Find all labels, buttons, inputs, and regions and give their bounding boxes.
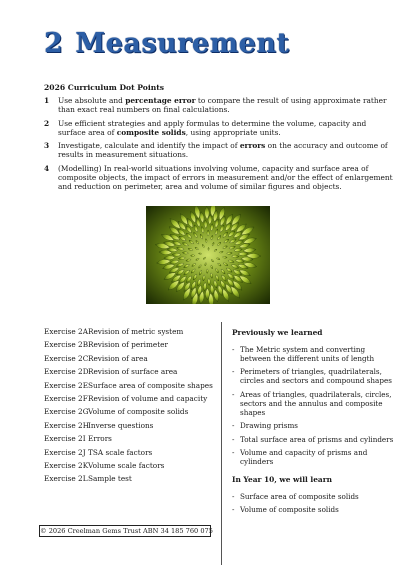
- exercise-list: [44, 327, 214, 488]
- previously-item: - The Metric system and converting between the different units of length: [232, 345, 375, 364]
- exercise-row[interactable]: [44, 407, 214, 420]
- copyright-footer: © 2026 Creelman Gems Trust ABN 34 185 760 075: [40, 527, 213, 535]
- dash-bullet: -: [232, 434, 235, 444]
- dot-point: [44, 141, 396, 160]
- year10-item: - Volume of composite solids: [232, 505, 339, 515]
- curriculum-dot-points: [44, 96, 396, 196]
- exercise-row[interactable]: [44, 394, 214, 407]
- exercise-row[interactable]: [44, 354, 214, 367]
- exercise-row[interactable]: [44, 327, 214, 340]
- spiral-succulent-image: [146, 206, 270, 304]
- exercise-name: Surface area of composite shapes: [88, 380, 213, 390]
- dash-bullet: -: [232, 389, 235, 399]
- exercise-name: Inverse questions: [88, 420, 154, 430]
- exercise-code: Exercise 2L: [44, 474, 88, 484]
- exercise-name: Sample test: [88, 474, 132, 484]
- previously-item: - Drawing prisms: [232, 421, 298, 431]
- chapter-number: 2: [44, 28, 64, 59]
- exercise-name: Revision of area: [88, 353, 148, 363]
- spiral-succulent-photo: [146, 206, 270, 304]
- exercise-code: Exercise 2D: [44, 367, 89, 377]
- chapter-name: Measurement: [75, 28, 290, 59]
- dash-bullet: -: [232, 367, 235, 377]
- exercise-code: Exercise 2C: [44, 353, 89, 363]
- exercise-row[interactable]: [44, 367, 214, 380]
- exercise-row[interactable]: [44, 340, 214, 353]
- exercise-row[interactable]: [44, 434, 214, 447]
- exercise-row[interactable]: [44, 461, 214, 474]
- learning-summary: [232, 328, 398, 519]
- exercise-row[interactable]: [44, 448, 214, 461]
- dash-bullet: -: [232, 491, 235, 501]
- dot-point: [44, 164, 396, 192]
- year10-heading: In Year 10, we will learn: [232, 474, 332, 484]
- dash-bullet: -: [232, 447, 235, 457]
- exercise-code: Exercise 2B: [44, 340, 89, 350]
- exercise-code: Exercise 2A: [44, 327, 88, 336]
- chapter-title: [44, 28, 289, 59]
- column-divider: [221, 322, 222, 565]
- exercise-name: Revision of surface area: [88, 367, 178, 377]
- exercise-code: Exercise 2F: [44, 393, 88, 403]
- dash-bullet: -: [232, 505, 235, 515]
- previously-item: - Total surface area of prisms and cylinders: [232, 434, 394, 444]
- dot-point-text: Investigate, calculate and identify the impact of errors on the accuracy and outcome of results in measurement situations.: [58, 141, 388, 160]
- exercise-row[interactable]: [44, 381, 214, 394]
- dot-point: [44, 119, 396, 138]
- dot-point-text: Use absolute and percentage error to compare the result of using approximate rather than exact real numbers on final calculations.: [58, 96, 387, 115]
- exercise-row[interactable]: [44, 421, 214, 434]
- dash-bullet: -: [232, 345, 235, 354]
- dash-bullet: -: [232, 421, 235, 431]
- exercise-code: Exercise 2K: [44, 460, 89, 470]
- exercise-code: Exercise 2H: [44, 420, 90, 430]
- dot-point-text: (Modelling) In real-world situations involving volume, capacity and surface area of composite objects, the impact of errors in measurement and/or the effect of enlargement and reduction on perimeter, area and volume of similar figures and objects.: [58, 163, 393, 192]
- previously-item: - Perimeters of triangles, quadrilaterals, circles and sectors and compound shapes: [232, 367, 392, 386]
- exercise-code: Exercise 2I: [44, 434, 86, 444]
- exercise-name: Errors: [88, 434, 112, 444]
- dot-point-number: 2: [44, 118, 50, 128]
- previously-item: - Areas of triangles, quadrilaterals, circles, sectors and the annulus and composite shapes: [232, 389, 392, 417]
- exercise-name: Revision of volume and capacity: [88, 393, 208, 403]
- exercise-code: Exercise 2G: [44, 407, 89, 417]
- dot-point-number: 4: [44, 163, 50, 173]
- dot-point-number: 1: [44, 96, 50, 105]
- exercise-code: Exercise 2J: [44, 447, 86, 457]
- year10-item: - Surface area of composite solids: [232, 491, 359, 501]
- exercise-name: Revision of metric system: [88, 327, 184, 336]
- dot-point-text: Use efficient strategies and apply formulas to determine the volume, capacity and surface area of composite solids, using appropriate units.: [58, 118, 367, 137]
- exercise-name: Volume of composite solids: [88, 407, 189, 417]
- dot-point: [44, 96, 396, 115]
- exercise-row[interactable]: [44, 474, 214, 487]
- curriculum-heading: 2026 Curriculum Dot Points: [44, 83, 165, 92]
- exercise-name: Revision of perimeter: [88, 340, 168, 350]
- previously-item: - Volume and capacity of prisms and cylinders: [232, 447, 368, 466]
- exercise-name: Volume scale factors: [88, 460, 165, 470]
- previously-heading: Previously we learned: [232, 328, 323, 337]
- dot-point-number: 3: [44, 141, 50, 151]
- exercise-name: TSA scale factors: [88, 447, 153, 457]
- exercise-code: Exercise 2E: [44, 380, 89, 390]
